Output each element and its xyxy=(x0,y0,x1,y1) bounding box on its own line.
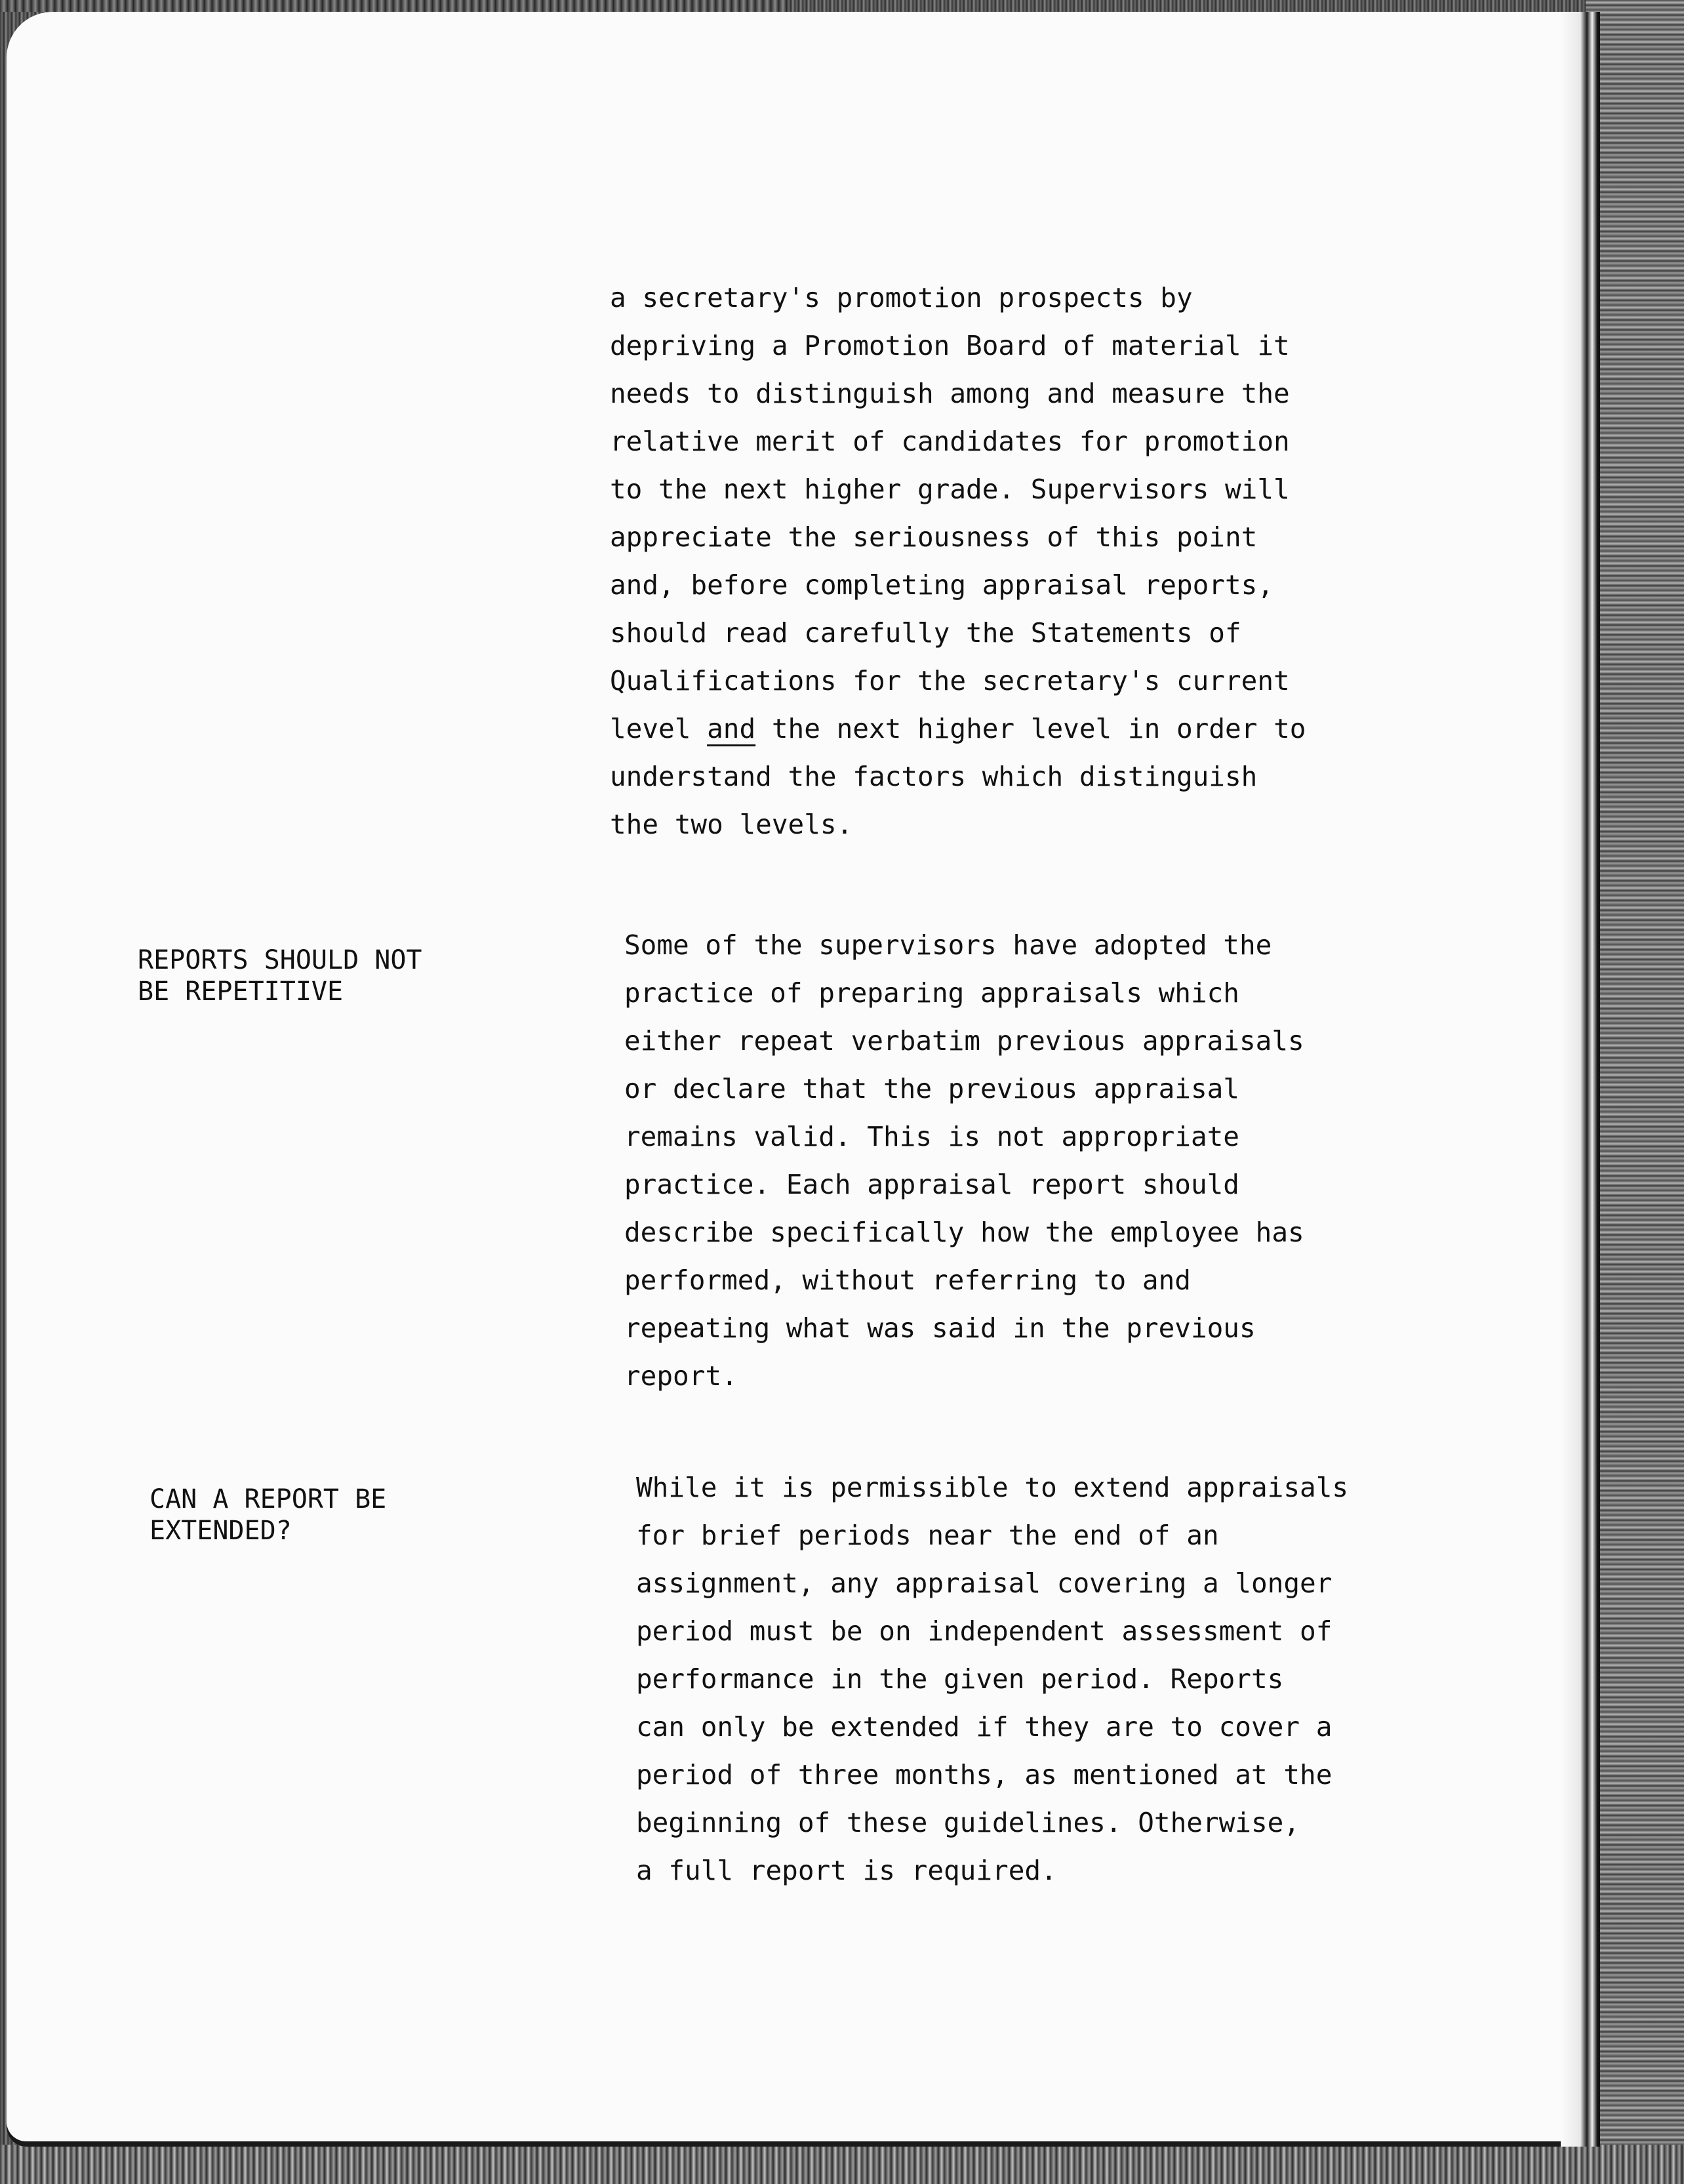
page-binding-edge xyxy=(1561,12,1600,2147)
text-line: practice of preparing appraisals which xyxy=(624,977,1239,1009)
scanner-edge-top xyxy=(0,0,787,12)
section-heading-can-report-be-extended xyxy=(150,1484,386,1547)
heading-line: CAN A REPORT BE xyxy=(150,1484,387,1514)
text-line: Qualifications for the secretary's current xyxy=(610,665,1290,697)
text-line: Some of the supervisors have adopted the xyxy=(624,929,1272,961)
text-line: a full report is required. xyxy=(636,1855,1057,1886)
paragraph-can-report-be-extended xyxy=(636,1464,1348,1895)
paragraph-reports-not-repetitive xyxy=(624,921,1304,1400)
heading-line: REPORTS SHOULD NOT xyxy=(138,945,422,975)
text-line xyxy=(610,705,1306,753)
text-line: practice. Each appraisal report should xyxy=(624,1169,1239,1200)
text-line: performance in the given period. Reports xyxy=(636,1663,1284,1695)
text-line: assignment, any appraisal covering a longer xyxy=(636,1567,1333,1599)
text-line: to the next higher grade. Supervisors will xyxy=(610,474,1290,505)
text-line: describe specifically how the employee has xyxy=(624,1217,1304,1248)
text-line: period must be on independent assessment of xyxy=(636,1615,1333,1647)
text-line: needs to distinguish among and measure the xyxy=(610,378,1290,409)
text-line: beginning of these guidelines. Otherwise, xyxy=(636,1807,1300,1838)
text-line: repeating what was said in the previous xyxy=(624,1312,1256,1344)
text-line: appreciate the seriousness of this point xyxy=(610,521,1258,553)
text-line: performed, without referring to and xyxy=(624,1264,1191,1296)
text-line: understand the factors which distinguish xyxy=(610,761,1258,792)
text-line: and, before completing appraisal reports, xyxy=(610,569,1274,601)
text-line: depriving a Promotion Board of material it xyxy=(610,330,1290,361)
scanner-edge-bottom xyxy=(0,2145,1684,2184)
text-line: either repeat verbatim previous appraisals xyxy=(624,1025,1304,1057)
paragraph-promotion-prospects xyxy=(610,274,1306,849)
scanner-edge-right xyxy=(1586,0,1684,2184)
text-line: remains valid. This is not appropriate xyxy=(624,1121,1239,1152)
text-line: period of three months, as mentioned at the xyxy=(636,1759,1333,1790)
text-line: for brief periods near the end of an xyxy=(636,1520,1219,1551)
heading-line: EXTENDED? xyxy=(150,1516,292,1546)
text-line: relative merit of candidates for promotion xyxy=(610,426,1290,457)
text-line: a secretary's promotion prospects by xyxy=(610,282,1193,313)
text-fragment: the next higher level in order to xyxy=(771,713,1306,744)
text-line: can only be extended if they are to cover a xyxy=(636,1711,1333,1743)
section-heading-reports-not-repetitive xyxy=(138,944,422,1007)
text-line: report. xyxy=(624,1360,738,1392)
text-line: While it is permissible to extend appraisals xyxy=(636,1472,1349,1503)
text-line: should read carefully the Statements of xyxy=(610,617,1241,649)
text-line: the two levels. xyxy=(610,809,853,840)
text-line: or declare that the previous appraisal xyxy=(624,1073,1239,1104)
heading-line: BE REPETITIVE xyxy=(138,977,344,1007)
text-fragment: level xyxy=(610,713,708,744)
underlined-word: and xyxy=(707,713,756,744)
